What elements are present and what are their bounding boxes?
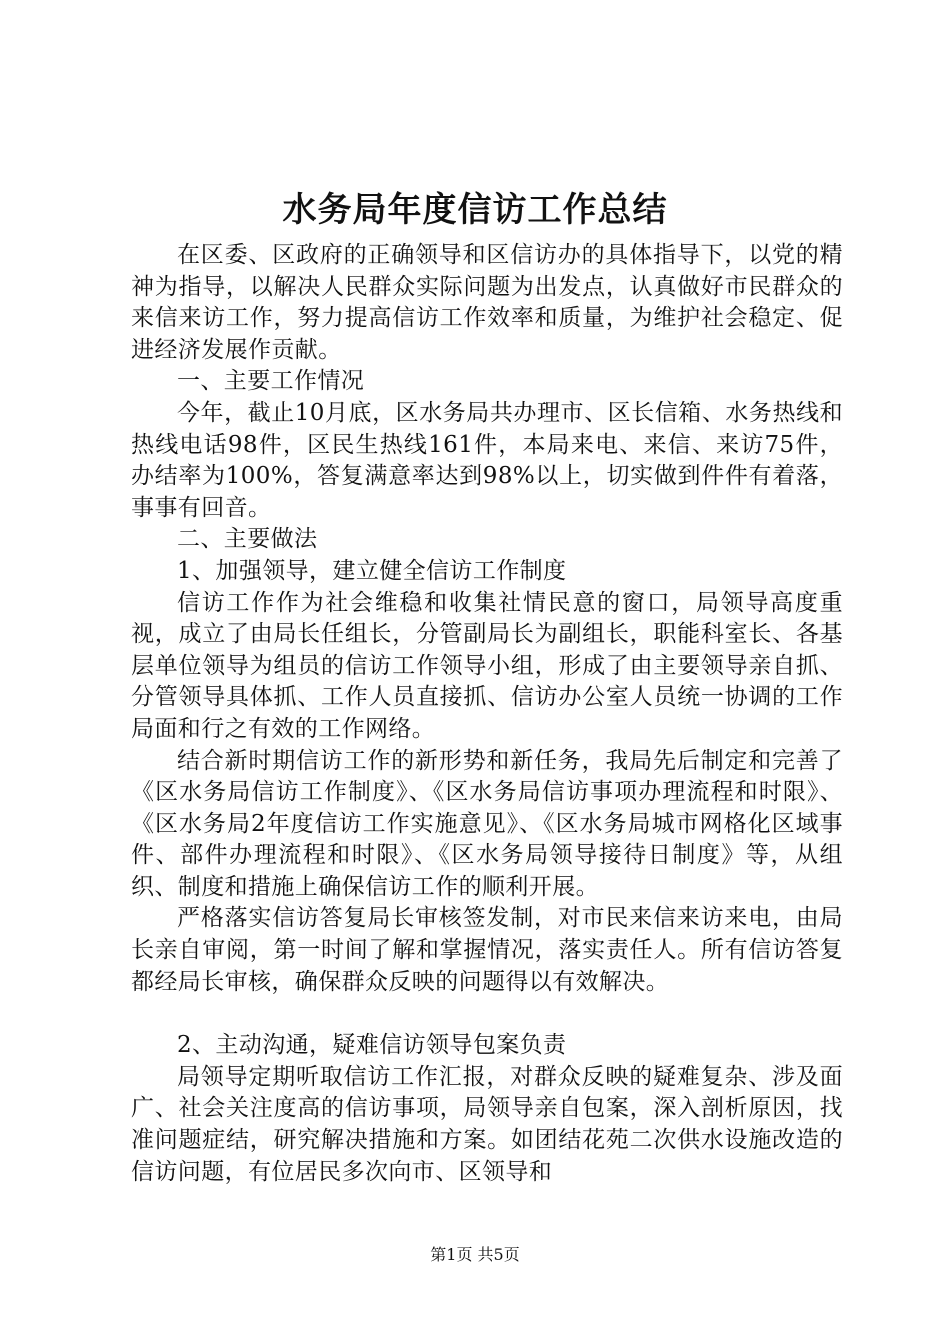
regulations-paragraph: 结合新时期信访工作的新形势和新任务，我局先后制定和完善了《区水务局信访工作制度》、《区水务局信访事项办理流程和时限》、《区水务局2年度信访工作实施意见》、《区水务局城市网格化区域事件、部件办理流程和时限》、《区水务局领导接待日制度》等，从组织、制度和措施上确保信访工作的顺利开展。 [131,747,843,900]
review-paragraph: 严格落实信访答复局长审核签发制，对市民来信来访来电，由局长亲自审阅，第一时间了解和掌握情况，落实责任人。所有信访答复都经局长审核，确保群众反映的问题得以有效解决。 [131,905,843,995]
document-body [131,240,843,1188]
subheading-communication: 2、主动沟通，疑难信访领导包案负责 [177,1032,567,1059]
intro-paragraph: 在区委、区政府的正确领导和区信访办的具体指导下，以党的精神为指导，以解决人民群众实际问题为出发点，认真做好市民群众的来信来访工作，努力提高信访工作效率和质量，为维护社会稳定、促进经济发展作贡献。 [131,242,843,363]
work-summary-paragraph: 今年，截止10月底，区水务局共办理市、区长信箱、水务热线和热线电话98件，区民生热线161件，本局来电、来信、来访75件，办结率为100%，答复满意率达到98%以上，切实做到件件有着落，事事有回音。 [131,399,843,521]
section-heading-main-work: 一、主要工作情况 [177,368,365,395]
leadership-paragraph: 信访工作作为社会维稳和收集社情民意的窗口，局领导高度重视，成立了由局长任组长，分管副局长为副组长，职能科室长、各基层单位领导为组员的信访工作领导小组，形成了由主要领导亲自抓、分管领导具体抓、工作人员直接抓、信访办公室人员统一协调的工作局面和行之有效的工作网络。 [131,589,843,742]
section-heading-main-methods: 二、主要做法 [177,526,318,553]
document-title: 水务局年度信访工作总结 [282,190,668,230]
subheading-leadership: 1、加强领导，建立健全信访工作制度 [177,557,567,584]
communication-paragraph: 局领导定期听取信访工作汇报，对群众反映的疑难复杂、涉及面广、社会关注度高的信访事项，局领导亲自包案，深入剖析原因，找准问题症结，研究解决措施和方案。如团结花苑二次供水设施改造的信访问题，有位居民多次向市、区领导和 [131,1063,843,1185]
page-footer: 第1页 共5页 [430,1245,520,1264]
